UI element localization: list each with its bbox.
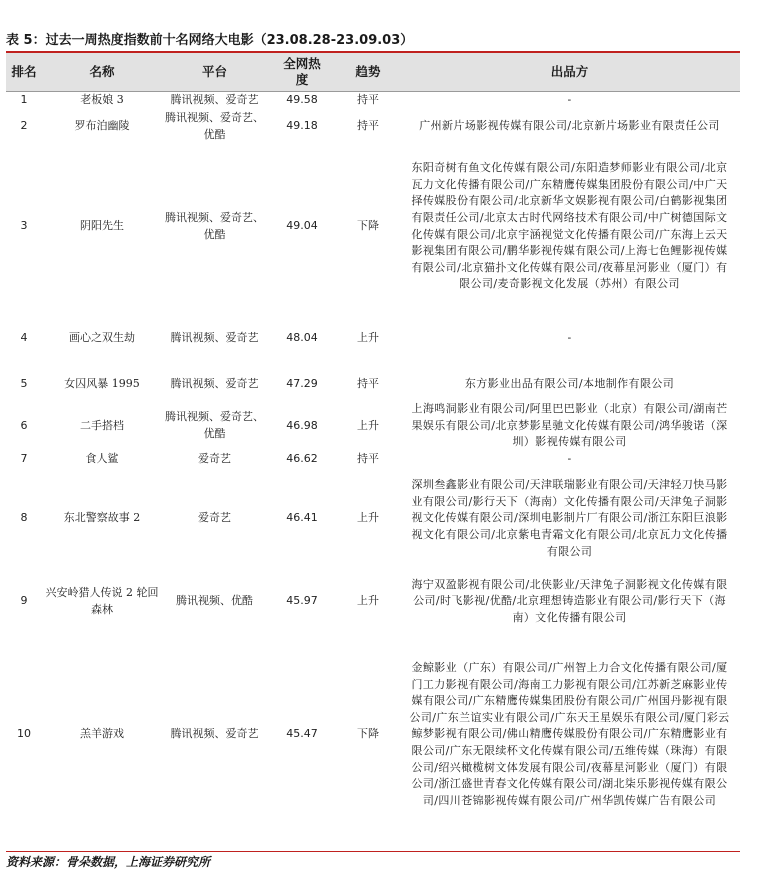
header-trend: 趋势 (337, 53, 399, 92)
cell-rank: 3 (20, 219, 28, 233)
cell-name: 二手搭档 (80, 418, 124, 432)
cell-platform: 腾讯视频、爱奇艺、优酷 (165, 210, 264, 241)
cell-name: 女囚风暴 1995 (64, 376, 140, 390)
cell-trend: 持平 (357, 452, 379, 466)
header-heat: 全网热度 (267, 53, 337, 92)
cell-name: 罗布泊幽陵 (74, 119, 130, 133)
cell-heat: 49.18 (286, 119, 318, 133)
cell-producer: - (567, 93, 572, 107)
cell-trend: 持平 (357, 376, 379, 390)
cell-producer: 海宁双盈影视有限公司/北侠影业/天津兔子洞影视文化传媒有限公司/时飞影视/优酷/北京理想铸造影业有限公司/影行天下（海南）文化传播有限公司 (411, 577, 728, 625)
cell-producer: 金鲸影业（广东）有限公司/广州智上力合文化传播有限公司/厦门工力影视有限公司/海南工力影视有限公司/江苏新芝麻影业传媒有限公司/广东精鹰传媒集团股份有限公司/广州国丹影视有限公司/广东兰谊实业有限公司/广东天王星娱乐有限公司/厦门彩云鲸梦影视有限公司/佛山精鹰传媒股份有限公司/广东精鹰影业有限公司/广东无限续杯文化传媒有限公司/五维传媒（珠海）有限公司/绍兴橄榄树文体发展有限公司/夜幕星河影业（厦门）有限公司/浙江盛世青春文化传媒有限公司/湖北柒乐影视传媒有限公司/四川苍锦影视传媒有限公司/广州华凯传媒广告有限公司 (409, 661, 730, 807)
cell-heat: 48.04 (286, 330, 318, 344)
cell-platform: 腾讯视频、爱奇艺 (170, 93, 259, 107)
cell-platform: 腾讯视频、爱奇艺 (170, 330, 259, 344)
header-rank: 排名 (6, 53, 42, 92)
cell-producer: 广州新片场影视传媒有限公司/北京新片场影业有限责任公司 (419, 119, 720, 133)
cell-platform: 腾讯视频、爱奇艺、优酷 (165, 110, 264, 141)
source-note: 资料来源：骨朵数据，上海证券研究所 (6, 855, 211, 869)
table-row (6, 635, 740, 835)
cell-rank: 7 (20, 452, 28, 466)
cell-rank: 10 (17, 727, 31, 741)
cell-trend: 持平 (357, 93, 379, 107)
header-platform: 平台 (162, 53, 267, 92)
cell-name: 羔羊游戏 (80, 727, 124, 741)
header-producer: 出品方 (399, 53, 740, 92)
cell-trend: 上升 (357, 511, 379, 525)
table-row (6, 569, 740, 635)
table-row (6, 92, 740, 110)
cell-platform: 爱奇艺 (198, 511, 231, 525)
cell-rank: 6 (20, 418, 28, 432)
cell-trend: 上升 (357, 418, 379, 432)
table-title: 表 5：过去一周热度指数前十名网络大电影（23.08.28-23.09.03） (6, 33, 414, 48)
table-row (6, 309, 740, 367)
footer-rule (6, 851, 740, 852)
cell-producer: 东阳奇树有鱼文化传媒有限公司/东阳造梦师影业有限公司/北京瓦力文化传播有限公司/广东精鹰传媒集团股份有限公司/中广天择传媒股份有限公司/北京新华文娱影视有限公司/白鹤影视集团有限责任公司/北京太古时代网络技术有限公司/中广树德国际文化传媒有限公司/北京宇涵视觉文化传播有限公司/广东海上云天影视集团有限公司/鹏华影视传媒有限公司/上海七色鲤影视传媒有限公司/北京猫扑文化传媒有限公司/夜幕星河影业（厦门）有限公司/麦奇影视文化发展（苏州）有限公司 (411, 161, 728, 291)
cell-producer: 东方影业出品有限公司/本地制作有限公司 (464, 376, 675, 390)
table-row (6, 469, 740, 569)
cell-trend: 上升 (357, 594, 379, 608)
cell-rank: 5 (20, 376, 28, 390)
cell-heat: 46.41 (286, 511, 318, 525)
cell-name: 食人鲨 (85, 452, 119, 466)
cell-heat: 49.04 (286, 219, 318, 233)
cell-rank: 8 (20, 511, 28, 525)
cell-producer: - (567, 330, 572, 344)
cell-producer: 上海鸣洞影业有限公司/阿里巴巴影业（北京）有限公司/湖南芒果娱乐有限公司/北京梦影星驰文化传媒有限公司/鸿华骏诺（深圳）影视传媒有限公司 (411, 402, 728, 449)
cell-name: 老板娘 3 (80, 93, 124, 107)
table-header-row (6, 53, 740, 92)
cell-heat: 46.62 (286, 452, 318, 466)
cell-platform: 腾讯视频、爱奇艺 (170, 727, 259, 741)
cell-name: 画心之双生劫 (69, 330, 135, 344)
cell-rank: 1 (20, 93, 28, 107)
cell-trend: 持平 (357, 119, 379, 133)
table-row (6, 401, 740, 451)
table-row (6, 109, 740, 144)
cell-heat: 47.29 (286, 376, 318, 390)
table-row (6, 144, 740, 309)
ranking-table (6, 53, 740, 835)
cell-trend: 上升 (357, 330, 379, 344)
header-name: 名称 (42, 53, 162, 92)
table-row (6, 367, 740, 401)
cell-heat: 45.97 (286, 594, 318, 608)
cell-heat: 46.98 (286, 418, 318, 432)
cell-platform: 腾讯视频、爱奇艺 (170, 376, 259, 390)
table-row (6, 451, 740, 469)
cell-producer: - (567, 452, 572, 466)
cell-heat: 49.58 (286, 93, 318, 107)
cell-rank: 9 (20, 594, 28, 608)
cell-rank: 2 (20, 119, 28, 133)
cell-name: 阴阳先生 (80, 219, 124, 233)
cell-trend: 下降 (357, 727, 379, 741)
cell-trend: 下降 (357, 219, 379, 233)
cell-producer: 深圳叁鑫影业有限公司/天津联瑞影业有限公司/天津轻刀快马影业有限公司/影行天下（海南）文化传播有限公司/天津兔子洞影视文化传媒有限公司/深圳电影制片厂有限公司/浙江东阳巨浪影视文化有限公司/北京紫电青霜文化有限公司/北京瓦力文化传播有限公司 (411, 478, 728, 558)
cell-platform: 爱奇艺 (198, 452, 231, 466)
cell-platform: 腾讯视频、爱奇艺、优酷 (165, 410, 264, 440)
cell-name: 兴安岭猎人传说 2 轮回森林 (45, 586, 159, 616)
cell-platform: 腾讯视频、优酷 (176, 594, 253, 608)
cell-rank: 4 (20, 330, 28, 344)
cell-name: 东北警察故事 2 (63, 511, 141, 525)
cell-heat: 45.47 (286, 727, 318, 741)
